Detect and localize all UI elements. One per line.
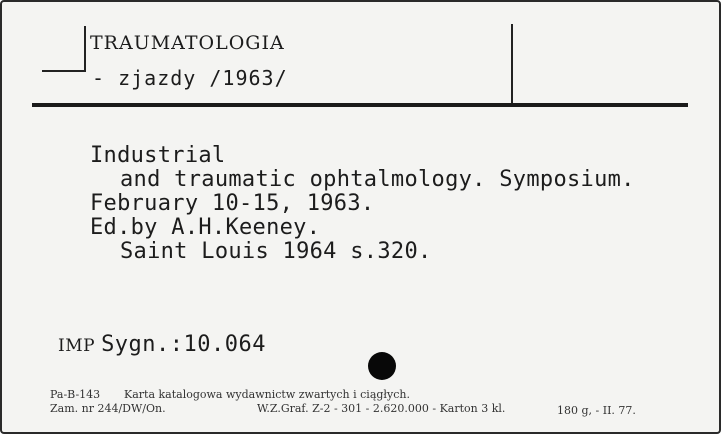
entry-line-date: February 10-15, 1963. (90, 191, 375, 216)
header-vertical-rule-left (84, 26, 86, 70)
punch-hole (368, 352, 396, 380)
entry-line-title: Industrial (90, 143, 226, 168)
subject-heading: TRAUMATOLOGIA (90, 32, 285, 54)
footer-form-title: Karta katalogowa wydawnictw zwartych i ciągłych. (124, 388, 410, 401)
subject-subheading: - zjazdy /1963/ (92, 66, 288, 90)
call-number-value: Sygn.:10.064 (101, 332, 267, 357)
header-short-rule (42, 70, 86, 72)
footer-printer-info: W.Z.Graf. Z-2 - 301 - 2.620.000 - Karton 3 kl. (257, 402, 506, 415)
header-main-rule (32, 103, 688, 107)
entry-line-title-continued: and traumatic ophtalmology. Symposium. (120, 167, 635, 192)
header-vertical-rule-right (511, 24, 513, 104)
call-number (58, 332, 266, 357)
footer-order-number: Zam. nr 244/DW/On. (50, 402, 166, 415)
entry-line-imprint: Saint Louis 1964 s.320. (120, 239, 432, 264)
footer-form-code: Pa-B-143 (50, 388, 101, 401)
entry-line-editor: Ed.by A.H.Keeney. (90, 215, 321, 240)
footer-paper-info: 180 g, - II. 77. (557, 404, 636, 417)
call-number-prefix: IMP (58, 336, 96, 356)
